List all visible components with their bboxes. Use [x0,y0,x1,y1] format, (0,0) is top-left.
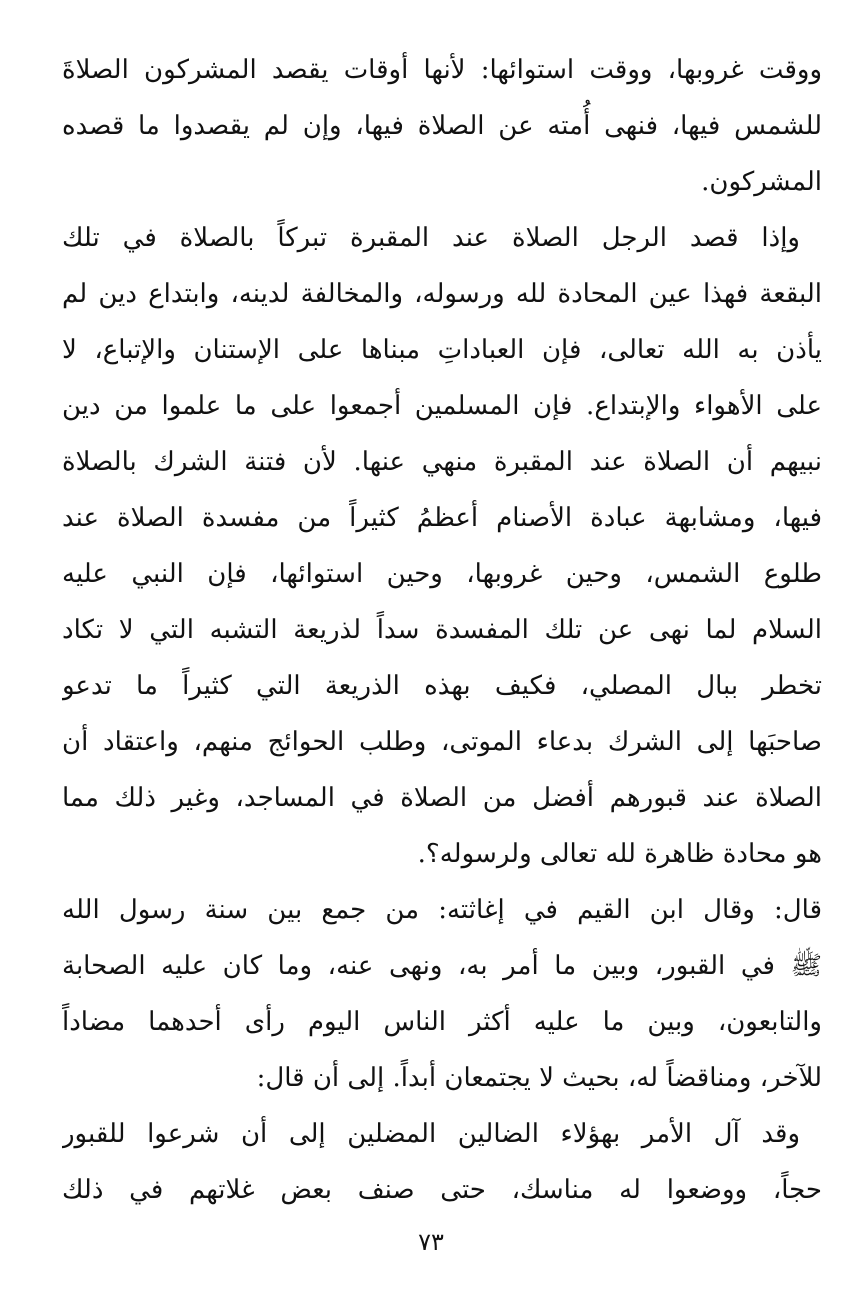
text-line: ووقت غروبها، ووقت استوائها: لأنها أوقات يقصد المشركون الصلاةَ [62,55,822,85]
text-line: وقد آل الأمر بهؤلاء الضالين المضلين إلى أن شرعوا للقبور [62,1119,800,1149]
text-line: وإذا قصد الرجل الصلاة عند المقبرة تبركاً بالصلاة في تلك [62,223,800,253]
text-line: قال: وقال ابن القيم في إغاثته: من جمع بين سنة رسول الله [62,895,822,925]
text-line: هو محادة ظاهرة لله تعالى ولرسوله؟. [417,839,822,869]
text-line: على الأهواء والإبتداع. فإن المسلمين أجمعوا على ما علموا من دين [62,391,822,421]
text-line: طلوع الشمس، وحين غروبها، وحين استوائها، فإن النبي عليه [62,559,822,589]
text-line: المشركون. [701,167,822,197]
text-line: نبيهم أن الصلاة عند المقبرة منهي عنها. لأن فتنة الشرك بالصلاة [62,447,822,477]
text-line: الصلاة عند قبورهم أفضل من الصلاة في المساجد، وغير ذلك مما [62,783,822,813]
text-line: للآخر، ومناقضاً له، بحيث لا يجتمعان أبداً. إلى أن قال: [256,1063,822,1093]
text-line: تخطر ببال المصلي، فكيف بهذه الذريعة التي كثيراً ما تدعو [62,671,822,701]
text-line: للشمس فيها، فنهى أُمته عن الصلاة فيها، وإن لم يقصدوا ما قصده [62,111,822,141]
paragraph-4 [62,1106,822,1218]
text-line: حجاً، ووضعوا له مناسك، حتى صنف بعض غلاتهم في ذلك [62,1175,822,1205]
text-line: فيها، ومشابهة عبادة الأصنام أعظمُ كثيراً من مفسدة الصلاة عند [62,503,822,533]
paragraph-1 [62,42,822,210]
text-line: ﷺ في القبور، وبين ما أمر به، ونهى عنه، وما كان عليه الصحابة [62,951,822,981]
text-line: السلام لما نهى عن تلك المفسدة سداً لذريعة التشبه التي لا تكاد [62,615,822,645]
paragraph-3 [62,882,822,1106]
text-line: والتابعون، وبين ما عليه أكثر الناس اليوم رأى أحدهما مضاداً [62,1007,822,1037]
page-number: ٧٣ [418,1228,444,1256]
page-text [62,42,822,1218]
text-line: يأذن به الله تعالى، فإن العباداتِ مبناها على الإستنان والإتباع، لا [62,335,822,365]
text-line: البقعة فهذا عين المحادة لله ورسوله، والمخالفة لدينه، وابتداع دين لم [62,279,822,309]
text-line: صاحبَها إلى الشرك بدعاء الموتى، وطلب الحوائج منهم، واعتقاد أن [62,727,822,757]
paragraph-2 [62,210,822,882]
